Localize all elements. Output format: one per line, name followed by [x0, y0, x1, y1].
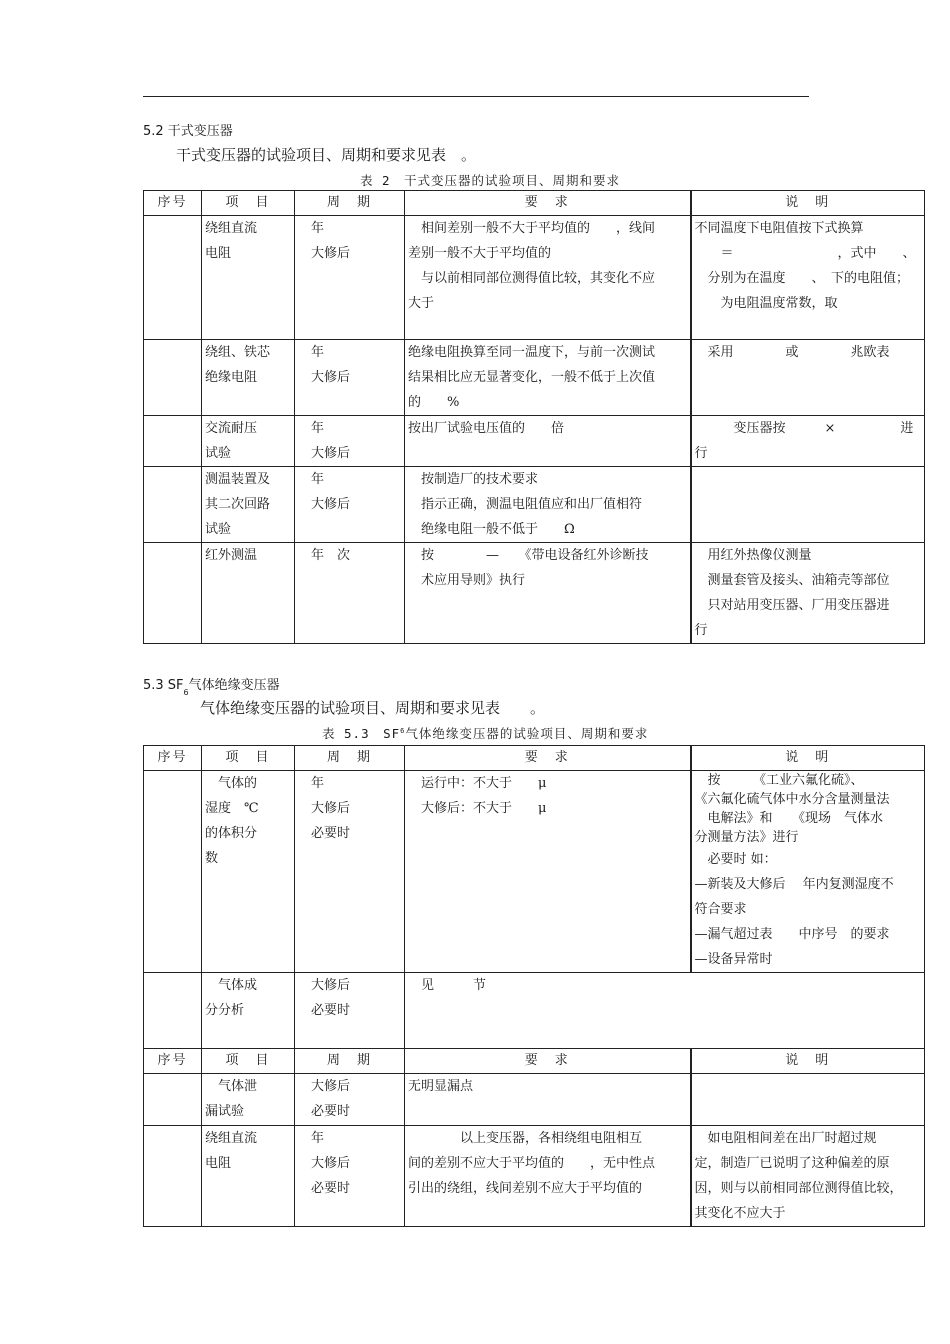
header-period: 周 期 — [295, 1049, 405, 1074]
header-item: 项 目 — [202, 191, 295, 216]
cell-period: 年 大修后 — [295, 416, 405, 467]
table-caption-5-3: 表 5.3 $SF^6$气体绝缘变压器的试验项目、周期和要求 — [322, 726, 649, 741]
cell-notes: 用红外热像仪测量 测量套管及接头、油箱壳等部位 只对站用变压器、厂用变压器进 行 — [691, 543, 925, 644]
cell-period: 大修后 必要时 — [295, 973, 405, 1049]
cell-no — [144, 467, 202, 543]
cell-item: 红外测温 — [202, 543, 295, 644]
table-dry-transformer — [143, 190, 925, 644]
header-item: 项 目 — [202, 1049, 295, 1074]
cell-period: 年 大修后 — [295, 340, 405, 416]
table-row — [144, 973, 925, 1049]
table-header-row — [144, 1049, 925, 1074]
table-row — [144, 1074, 925, 1126]
section-heading-5-3: 5.3 $SF_6$气体绝缘变压器 — [143, 678, 280, 697]
cell-period: 年 次 — [295, 543, 405, 644]
header-period: 周 期 — [295, 746, 405, 771]
section-intro-5-2: 干式变压器的试验项目、周期和要求见表 。 — [176, 146, 477, 164]
cell-requirement: 按出厂试验电压值的 倍 — [405, 416, 691, 467]
header-notes: 说 明 — [691, 746, 925, 771]
cell-item: 交流耐压 试验 — [202, 416, 295, 467]
header-no: 序号 — [144, 746, 202, 771]
cell-item: 气体成 分分析 — [202, 973, 295, 1049]
table-row — [144, 771, 925, 973]
cell-no — [144, 1126, 202, 1227]
cell-no — [144, 543, 202, 644]
header-no: 序号 — [144, 191, 202, 216]
cell-requirement: 以上变压器，各相绕组电阻相互 间的差别不应大于平均值的 ，无中性点 引出的绕组，线间差别不应大于平均值的 — [405, 1126, 691, 1227]
cell-no — [144, 416, 202, 467]
cell-period: 年 大修后 — [295, 467, 405, 543]
cell-requirement: 运行中：不大于 μ 大修后：不大于 μ — [405, 771, 691, 973]
section-intro-5-3: 气体绝缘变压器的试验项目、周期和要求见表 。 — [200, 699, 546, 717]
cell-item: 绕组直流 电阻 — [202, 216, 295, 340]
header-requirement: 要 求 — [405, 1049, 691, 1074]
cell-requirement: 相间差别一般不大于平均值的 ，线间 差别一般不大于平均值的 与以前相同部位测得值比较，其变化不应 大于 — [405, 216, 691, 340]
header-requirement: 要 求 — [405, 191, 691, 216]
cell-requirement: 见 节 — [405, 973, 925, 1049]
cell-notes: 采用 或 兆欧表 — [691, 340, 925, 416]
cell-notes: 不同温度下电阻值按下式换算 ＝ ，式中 、 分别为在温度 、 下的电阻值； 为电阻温度常数，取 — [691, 216, 925, 340]
table-row — [144, 216, 925, 340]
cell-requirement: 绝缘电阻换算至同一温度下，与前一次测试 结果相比应无显著变化，一般不低于上次值 的 % — [405, 340, 691, 416]
cell-requirement: 按制造厂的技术要求 指示正确，测温电阻值应和出厂值相符 绝缘电阻一般不低于 Ω — [405, 467, 691, 543]
cell-requirement: 按 — 《带电设备红外诊断技 术应用导则》执行 — [405, 543, 691, 644]
table-row — [144, 467, 925, 543]
table-row — [144, 416, 925, 467]
cell-item: 测温装置及 其二次回路 试验 — [202, 467, 295, 543]
cell-no — [144, 216, 202, 340]
section-heading-5-2: 5.2 干式变压器 — [143, 124, 233, 139]
table-caption-2: 表 2 干式变压器的试验项目、周期和要求 — [360, 173, 621, 188]
cell-item: 绕组直流 电阻 — [202, 1126, 295, 1227]
cell-period: 年 大修后 必要时 — [295, 1126, 405, 1227]
cell-no — [144, 771, 202, 973]
table-sf6-transformer — [143, 745, 925, 1227]
cell-notes: 变压器按 × 进 行 — [691, 416, 925, 467]
cell-no — [144, 973, 202, 1049]
cell-item: 绕组、铁芯 绝缘电阻 — [202, 340, 295, 416]
cell-period: 年 大修后 — [295, 216, 405, 340]
header-period: 周 期 — [295, 191, 405, 216]
table-row — [144, 1126, 925, 1227]
cell-no — [144, 1074, 202, 1126]
cell-notes: 按 《工业六氟化硫》、 《六氟化硫气体中水分含量测量法 电解法》和 《现场 气体水 分测量方法》进行 必要时 如： —新装及大修后 年内复测湿度不 符合要求 —漏气超过表 中序号 的要求 —设备异常时 — [691, 771, 925, 973]
cell-notes — [691, 467, 925, 543]
cell-no — [144, 340, 202, 416]
table-row — [144, 543, 925, 644]
top-rule — [143, 96, 809, 97]
cell-period: 年 大修后 必要时 — [295, 771, 405, 973]
header-no: 序号 — [144, 1049, 202, 1074]
header-requirement: 要 求 — [405, 746, 691, 771]
cell-item: 气体泄 漏试验 — [202, 1074, 295, 1126]
header-notes: 说 明 — [691, 191, 925, 216]
table-row — [144, 340, 925, 416]
cell-notes — [691, 1074, 925, 1126]
table-header-row — [144, 746, 925, 771]
cell-item: 气体的 湿度 ℃ 的体积分 数 — [202, 771, 295, 973]
header-notes: 说 明 — [691, 1049, 925, 1074]
table-header-row — [144, 191, 925, 216]
cell-requirement: 无明显漏点 — [405, 1074, 691, 1126]
cell-notes: 如电阻相间差在出厂时超过规 定，制造厂已说明了这种偏差的原 因，则与以前相同部位测得值比较， 其变化不应大于 — [691, 1126, 925, 1227]
cell-period: 大修后 必要时 — [295, 1074, 405, 1126]
header-item: 项 目 — [202, 746, 295, 771]
